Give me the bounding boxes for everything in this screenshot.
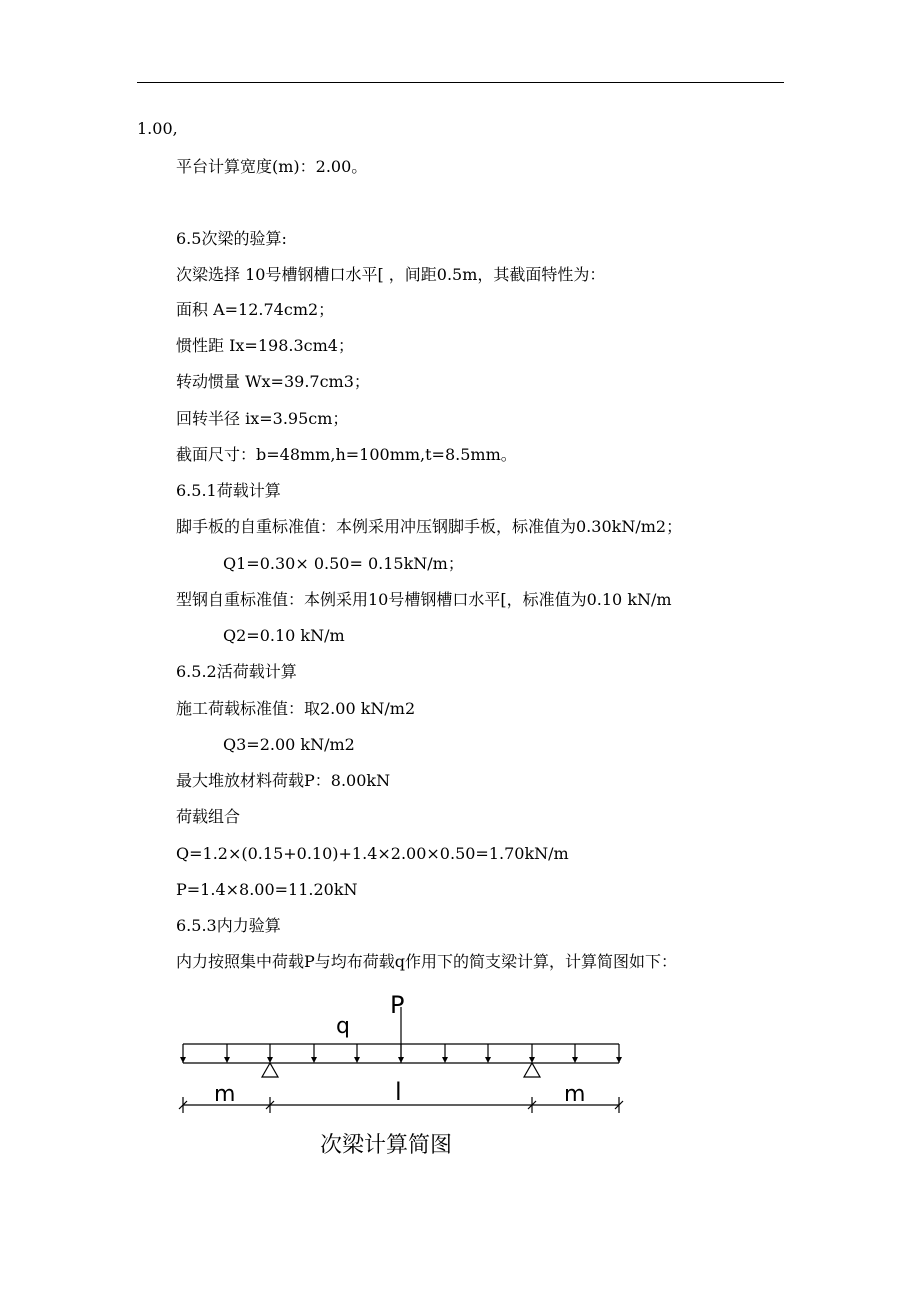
text-line: 型钢自重标准值：本例采用10号槽钢槽口水平[，标准值为0.10 kN/m xyxy=(176,590,672,609)
text-line: 惯性距 Ix=198.3cm4； xyxy=(176,336,354,355)
section-heading: 6.5.1荷载计算 xyxy=(176,481,281,500)
text-line: 最大堆放材料荷载P：8.00kN xyxy=(176,771,391,790)
text-line: 1.00, xyxy=(137,119,178,138)
header-rule xyxy=(137,82,784,83)
text-line: 次梁选择 10号槽钢槽口水平[ ，间距0.5m，其截面特性为： xyxy=(176,265,606,284)
beam-diagram xyxy=(168,985,638,1120)
formula-line: Q2=0.10 kN/m xyxy=(223,626,345,645)
formula-line: Q1=0.30× 0.50= 0.15kN/m； xyxy=(223,554,464,573)
text-line: 转动惯量 Wx=39.7cm3； xyxy=(176,372,370,391)
section-heading: 6.5.3内力验算 xyxy=(176,916,281,935)
text-line: 荷载组合 xyxy=(176,807,241,826)
formula-line: Q=1.2×(0.15+0.10)+1.4×2.00×0.50=1.70kN/m xyxy=(176,844,569,863)
section-heading: 6.5.2活荷载计算 xyxy=(176,662,297,681)
formula-line: P=1.4×8.00=11.20kN xyxy=(176,880,358,899)
left-support-icon xyxy=(262,1063,278,1077)
span-l-label: l xyxy=(395,1078,402,1106)
span-m-right-label: m xyxy=(564,1082,586,1107)
formula-line: Q3=2.00 kN/m2 xyxy=(223,735,355,754)
load-q-label: q xyxy=(336,1014,350,1039)
text-line: 施工荷载标准值：取2.00 kN/m2 xyxy=(176,699,416,718)
span-m-left-label: m xyxy=(214,1082,236,1107)
diagram-caption: 次梁计算简图 xyxy=(320,1133,453,1158)
right-support-icon xyxy=(524,1063,540,1077)
text-line: 截面尺寸：b=48mm,h=100mm,t=8.5mm。 xyxy=(176,445,517,464)
load-p-label: P xyxy=(390,991,405,1019)
section-heading: 6.5次梁的验算: xyxy=(176,229,287,248)
text-line: 平台计算宽度(m)：2.00。 xyxy=(176,157,368,176)
text-line: 内力按照集中荷载P与均布荷载q作用下的简支梁计算，计算简图如下： xyxy=(176,952,678,971)
text-line: 面积 A=12.74cm2； xyxy=(176,300,335,319)
text-line: 脚手板的自重标准值：本例采用冲压钢脚手板，标准值为0.30kN/m2； xyxy=(176,517,683,536)
text-line: 回转半径 ix=3.95cm； xyxy=(176,409,349,428)
